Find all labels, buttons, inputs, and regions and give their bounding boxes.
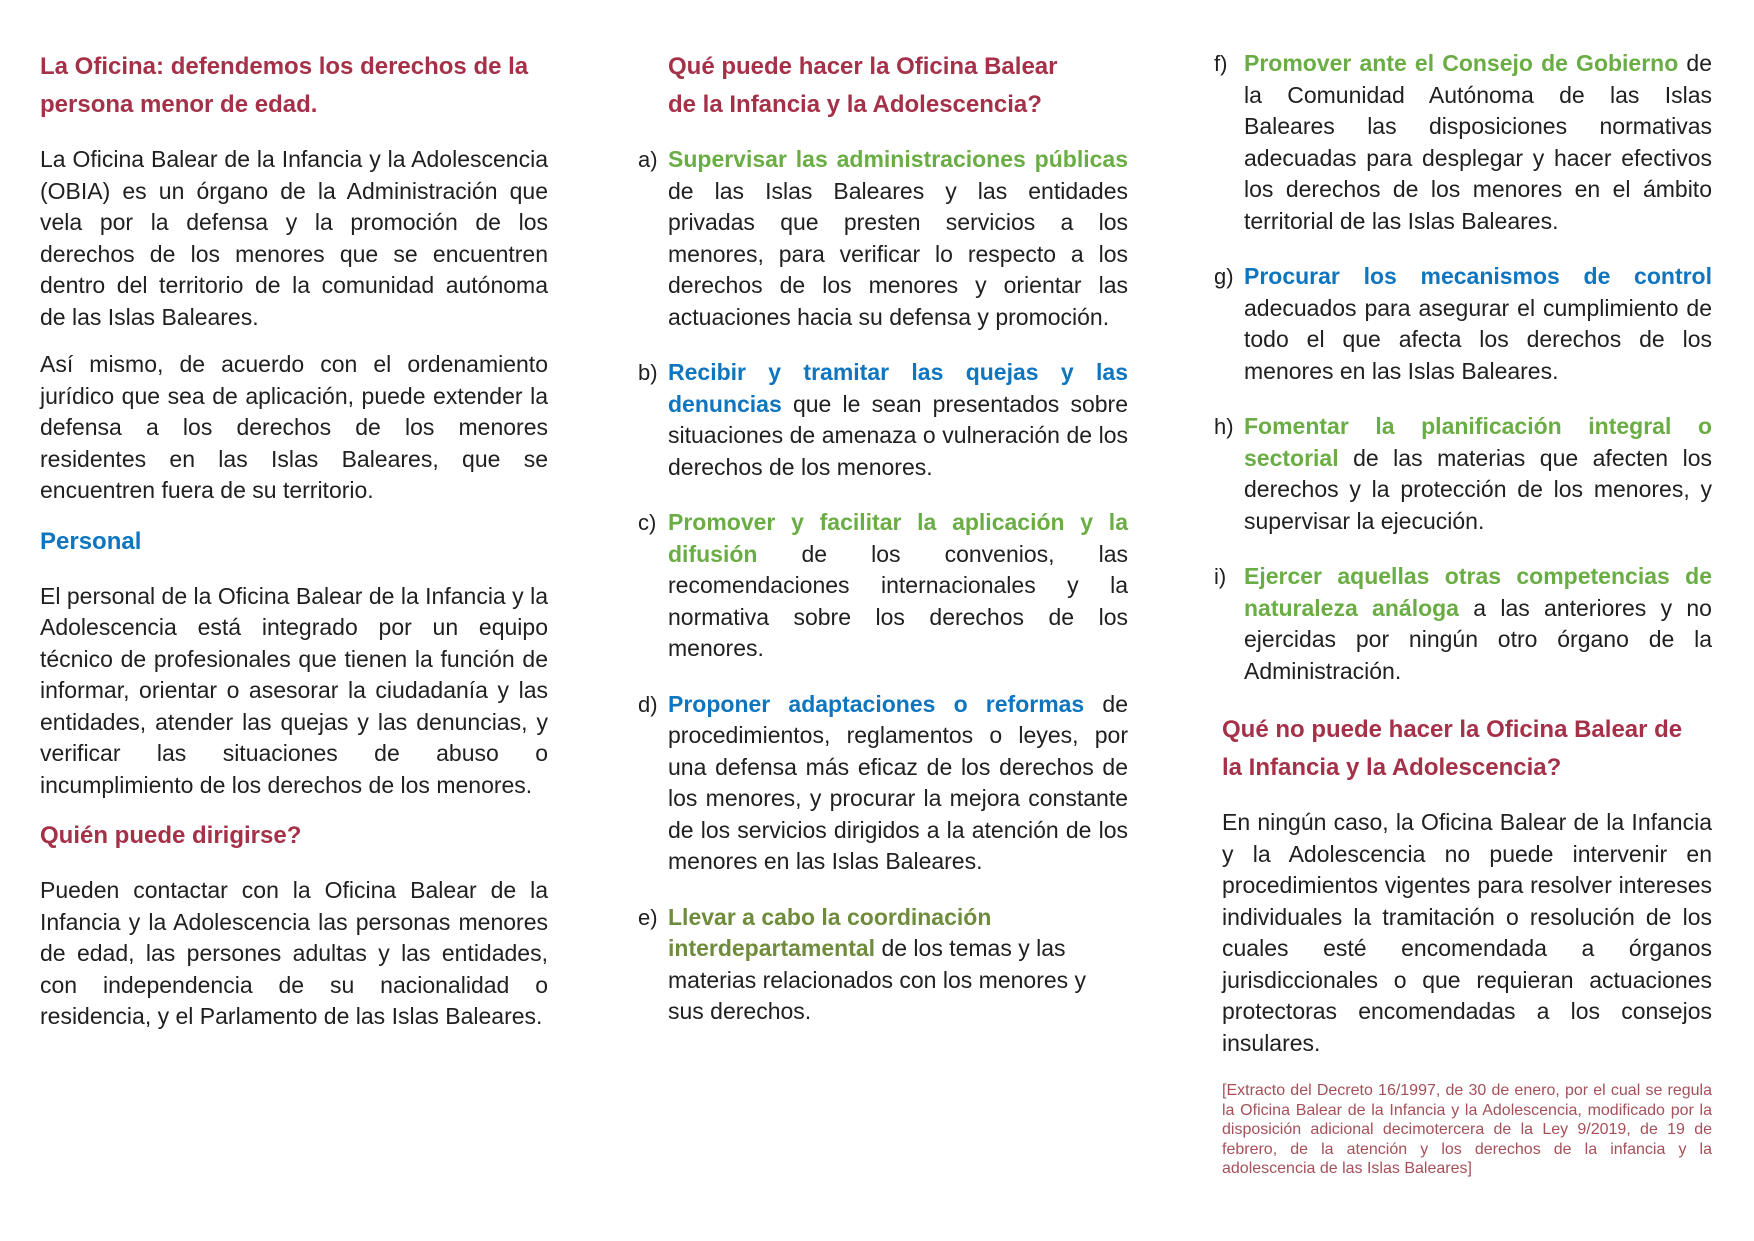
item-rest-e: de los temas y las materias relacionados con los menores y sus derechos. — [668, 935, 1087, 1024]
heading-office-line-2: persona menor de edad. — [40, 91, 318, 118]
heading-office — [40, 48, 548, 124]
list-item-e — [638, 902, 1128, 1028]
item-label-d: d) — [638, 691, 658, 717]
item-lead-g: Procurar los mecanismos de control — [1244, 263, 1712, 289]
item-lead-h: Fomentar la planificación integral o sectorial — [1244, 413, 1712, 471]
list-item-i — [1214, 561, 1712, 687]
item-rest-h: de las materias que afecten los derechos y la protección de los menores, y supervisar la ejecución. — [1244, 444, 1712, 534]
item-rest-d: de procedimientos, reglamentos o leyes, por una defensa más eficaz de los derechos de los menores, y procurar la mejora constante de los servicios dirigidos a la atención de los menores en las Islas Baleares. — [668, 690, 1128, 874]
heading-office-line-1: La Oficina: defendemos los derechos de la — [40, 53, 529, 80]
item-rest-c: de los convenios, las recomendaciones internacionales y la normativa sobre los derechos de los menores. — [668, 540, 1128, 661]
item-rest-b: que le sean presentados sobre situaciones de amenaza o vulneración de los derechos de los menores. — [668, 390, 1128, 480]
panel-center — [638, 48, 1128, 1241]
item-lead-a: Supervisar las administraciones públicas — [668, 146, 1128, 172]
list-item-a — [638, 144, 1128, 333]
item-rest-f: de la Comunidad Autónoma de las Islas Baleares las disposiciones normativas adecuadas para desplegar y hacer efectivos los derechos de los menores en el ámbito territorial de las Islas Baleares. — [1244, 50, 1712, 234]
para-what-cannot-do: En ningún caso, la Oficina Balear de la Infancia y la Adolescencia no puede intervenir en procedimientos vigentes para resolver intereses individuales la tramitación o resolución de los cuales esté encomendada a órganos jurisdiccionales o que requieran actuaciones protectoras encomendadas a los consejos insulares. — [1222, 809, 1712, 1056]
para-who-can-contact: Pueden contactar con la Oficina Balear de la Infancia y la Adolescencia las personas menores de edad, las persones adultas y las entidades, con independencia de su nacionalidad o residencia, y el Parlamento de las Islas Baleares. — [40, 877, 548, 1029]
item-lead-f: Promover ante el Consejo de Gobierno — [1244, 50, 1679, 76]
item-lead-b: Recibir y tramitar las quejas y las denuncias — [668, 359, 1128, 417]
para-office-2: Así mismo, de acuerdo con el ordenamiento jurídico que sea de aplicación, puede extender la defensa a los derechos de los menores residentes en las Islas Baleares, que se encuentren fuera de su territorio. — [40, 351, 548, 503]
decree-extract-note: [Extracto del Decreto 16/1997, de 30 de enero, por el cual se regula la Oficina Balear de la Infancia y la Adolescencia, modificado por la disposición adicional decimotercera de la Ley 9/2019, de 19 de febrero, de la atención y los derechos de la infancia y la adolescencia de las Islas Baleares] — [1222, 1082, 1712, 1177]
heading-what-can-do-line-2: de la Infancia y la Adolescencia? — [668, 91, 1042, 118]
item-lead-c: Promover y facilitar la aplicación y la difusión — [668, 509, 1128, 567]
heading-personal: Personal — [40, 527, 142, 555]
heading-who-can-contact: Quién puede dirigirse? — [40, 822, 302, 849]
item-label-a: a) — [638, 147, 658, 172]
para-office-1: La Oficina Balear de la Infancia y la Adolescencia (OBIA) es un órgano de la Administración que vela por la defensa y la promoción de los derechos de los menores que se encuentren dentro del territorio de la comunidad autónoma de las Islas Baleares. — [40, 146, 548, 330]
item-rest-i: a las anteriores y no ejercidas por ningún otro órgano de la Administración. — [1244, 594, 1712, 684]
list-item-d — [638, 689, 1128, 878]
item-label-e: e) — [638, 904, 658, 930]
para-personal: El personal de la Oficina Balear de la Infancia y la Adolescencia está integrado por un equipo técnico de profesionales que tienen la función de informar, orientar o asesorar la ciudadanía y las entidades, atender las quejas y las denuncias, y verificar las situaciones de abuso o incumplimiento de los derechos de los menores. — [40, 582, 548, 798]
list-item-g — [1214, 261, 1712, 387]
list-item-c — [638, 507, 1128, 665]
list-item-h — [1214, 411, 1712, 537]
item-text-g — [1244, 261, 1712, 387]
list-item-b — [638, 357, 1128, 483]
item-label-f: f) — [1214, 51, 1228, 76]
item-label-c: c) — [638, 510, 657, 535]
item-text-f — [1244, 48, 1712, 237]
item-text-c — [668, 507, 1128, 665]
item-text-i — [1244, 561, 1712, 687]
item-text-h — [1244, 411, 1712, 537]
item-lead-i: Ejercer aquellas otras competencias de naturaleza análoga — [1244, 563, 1712, 621]
item-rest-a: de las Islas Baleares y las entidades privadas que presten servicios a los menores, para verificar lo respecto a los derechos de los menores y orientar las actuaciones hacia su defensa y promoción. — [668, 177, 1128, 330]
heading-what-cannot-do-line-2: la Infancia y la Adolescencia? — [1222, 754, 1562, 781]
item-text-d — [668, 689, 1128, 878]
item-label-h: h) — [1214, 414, 1234, 439]
item-rest-g: adecuados para asegurar el cumplimiento de todo el que afecta los derechos de los menores en las Islas Baleares. — [1244, 294, 1712, 384]
panel-right — [1214, 48, 1712, 1241]
item-lead-e: Llevar a cabo la coordinación interdepartamental — [668, 903, 992, 961]
heading-what-can-do-line-1: Qué puede hacer la Oficina Balear — [668, 53, 1058, 80]
heading-what-can-do — [668, 48, 1128, 124]
item-label-g: g) — [1214, 264, 1234, 289]
list-item-f — [1214, 48, 1712, 237]
item-label-b: b) — [638, 360, 658, 385]
panel-left — [40, 48, 548, 1241]
item-lead-d: Proponer adaptaciones o reformas — [668, 690, 1085, 717]
item-text-e — [668, 902, 1128, 1028]
heading-what-cannot-do-line-1: Qué no puede hacer la Oficina Balear de — [1222, 716, 1683, 743]
item-label-i: i) — [1214, 564, 1227, 589]
heading-what-cannot-do — [1222, 711, 1712, 787]
item-text-a — [668, 144, 1128, 333]
item-text-b — [668, 357, 1128, 483]
